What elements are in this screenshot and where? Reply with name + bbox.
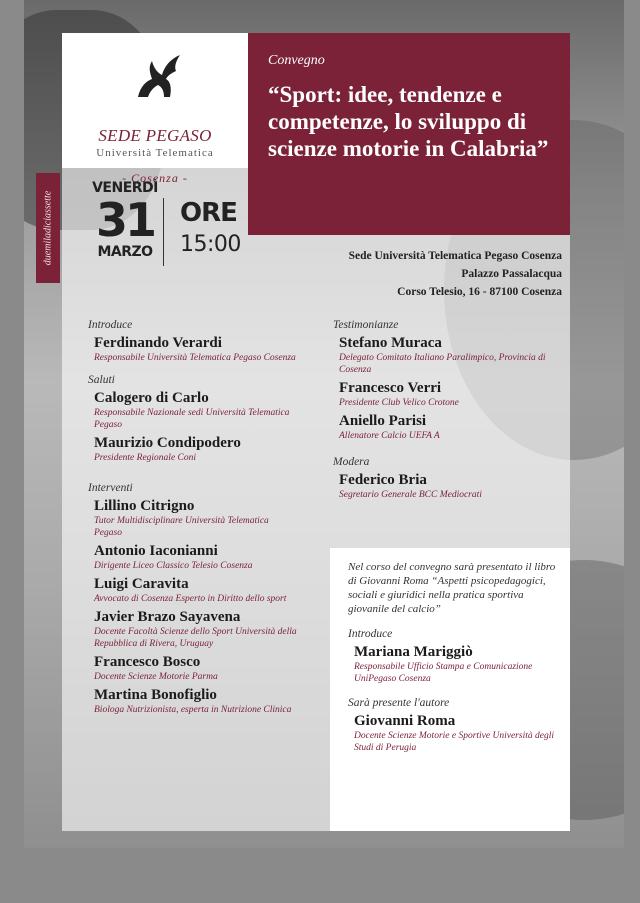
logo-city: - Cosenza - [122, 171, 188, 185]
speaker-role: Tutor Multidisciplinare Università Telematica Pegaso [94, 516, 269, 538]
section-label: Introduce [88, 319, 133, 331]
speaker-entry [94, 654, 298, 683]
section-saluti [88, 374, 298, 464]
section-label: Introduce [348, 628, 393, 640]
speaker-name: Javier Brazo Sayavena [94, 609, 241, 625]
speaker-entry [94, 543, 298, 572]
date-weekday: VENERDÌ [92, 180, 158, 196]
logo-box [62, 33, 248, 185]
speaker-entry [94, 609, 298, 650]
speaker-entry [339, 335, 553, 376]
pegasus-logo-icon [132, 51, 186, 103]
speaker-role: Responsabile Università Telematica Pegaso Cosenza [94, 353, 296, 363]
event-title: “Sport: idee, tendenze e competenze, lo sviluppo di scienze motorie in Calabria” [268, 82, 549, 161]
book-presentation-text: Nel corso del convegno sarà presentato il libro di Giovanni Roma “Aspetti psicopedagogici, sociali e giuridici nella pratica sportiva giovanile del calcio” [348, 561, 556, 615]
speaker-name: Giovanni Roma [354, 713, 456, 729]
section-label: Testimonianze [333, 319, 399, 331]
time-label: ORE [180, 198, 237, 228]
venue-line: Sede Università Telematica Pegaso Cosenza [348, 250, 562, 262]
speaker-role: Docente Scienze Motorie e Sportive Università degli Studi di Perugia [354, 731, 554, 753]
speaker-name: Francesco Bosco [94, 654, 201, 670]
speaker-role: Docente Facoltà Scienze dello Sport Università della Repubblica di Rivera, Uruguay [94, 627, 297, 649]
speaker-role: Presidente Club Velico Crotone [339, 398, 459, 408]
speaker-role: Delegato Comitato Italiano Paralimpico, Provincia di Cosenza [339, 353, 546, 375]
speaker-name: Antonio Iaconianni [94, 543, 218, 559]
speaker-role: Dirigente Liceo Classico Telesio Cosenza [94, 561, 253, 571]
speaker-entry [94, 435, 298, 464]
speaker-entry [94, 335, 298, 364]
date-day-number: 31 [95, 193, 154, 247]
date-divider [163, 198, 164, 266]
section-label: Interventi [88, 482, 133, 494]
speaker-name: Calogero di Carlo [94, 390, 209, 406]
venue-line: Corso Telesio, 16 - 87100 Cosenza [397, 286, 562, 298]
venue-address [349, 247, 562, 301]
speaker-role: Allenatore Calcio UEFA A [339, 431, 440, 441]
speaker-name: Federico Bria [339, 472, 427, 488]
speaker-role: Presidente Regionale Coni [94, 453, 197, 463]
speaker-name: Luigi Caravita [94, 576, 189, 592]
year-strip [36, 173, 60, 283]
speaker-role: Segretario Generale BCC Mediocrati [339, 490, 482, 500]
section-label: Sarà presente l'autore [348, 697, 450, 709]
logo-subtitle: Università Telematica [96, 147, 214, 159]
section-label: Saluti [88, 374, 115, 386]
time-block [180, 198, 241, 257]
date-block [90, 180, 160, 260]
speaker-name: Francesco Verri [339, 380, 442, 396]
section-introduce [88, 319, 298, 364]
year-text: duemiladiciassette [42, 190, 54, 266]
program-right-column [333, 319, 553, 511]
section-interventi [88, 482, 298, 716]
logo-name: SEDE PEGASO [98, 126, 212, 145]
speaker-entry [94, 576, 298, 605]
speaker-name: Ferdinando Verardi [94, 335, 222, 351]
speaker-entry [339, 472, 553, 501]
speaker-name: Stefano Muraca [339, 335, 442, 351]
speaker-entry [354, 644, 556, 685]
speaker-entry [94, 390, 298, 431]
speaker-role: Responsabile Ufficio Stampa e Comunicazione UniPegaso Cosenza [354, 662, 533, 684]
speaker-role: Biologa Nutrizionista, esperta in Nutrizione Clinica [94, 705, 292, 715]
speaker-entry [94, 498, 298, 539]
speaker-name: Maurizio Condipodero [94, 435, 241, 451]
speaker-role: Responsabile Nazionale sedi Università Telematica Pegaso [94, 408, 290, 430]
speaker-entry [339, 380, 553, 409]
speaker-name: Lillino Citrigno [94, 498, 195, 514]
speaker-entry [94, 687, 298, 716]
speaker-entry [339, 413, 553, 442]
speaker-name: Martina Bonofiglio [94, 687, 217, 703]
program-left-column [88, 319, 298, 726]
speaker-role: Docente Scienze Motorie Parma [94, 672, 218, 682]
section-testimonianze [333, 319, 553, 442]
speaker-name: Mariana Mariggiò [354, 644, 473, 660]
speaker-role: Avvocato di Cosenza Esperto in Diritto dello sport [94, 594, 287, 604]
section-modera [333, 456, 553, 501]
section-label: Modera [333, 456, 370, 468]
time-value: 15:00 [180, 232, 241, 257]
venue-line: Palazzo Passalacqua [461, 268, 562, 280]
speaker-entry [354, 713, 556, 754]
speaker-name: Aniello Parisi [339, 413, 427, 429]
event-type-label: Convegno [268, 53, 325, 68]
book-presentation-box [330, 548, 570, 831]
date-month: MARZO [97, 244, 153, 260]
title-box [248, 33, 570, 235]
